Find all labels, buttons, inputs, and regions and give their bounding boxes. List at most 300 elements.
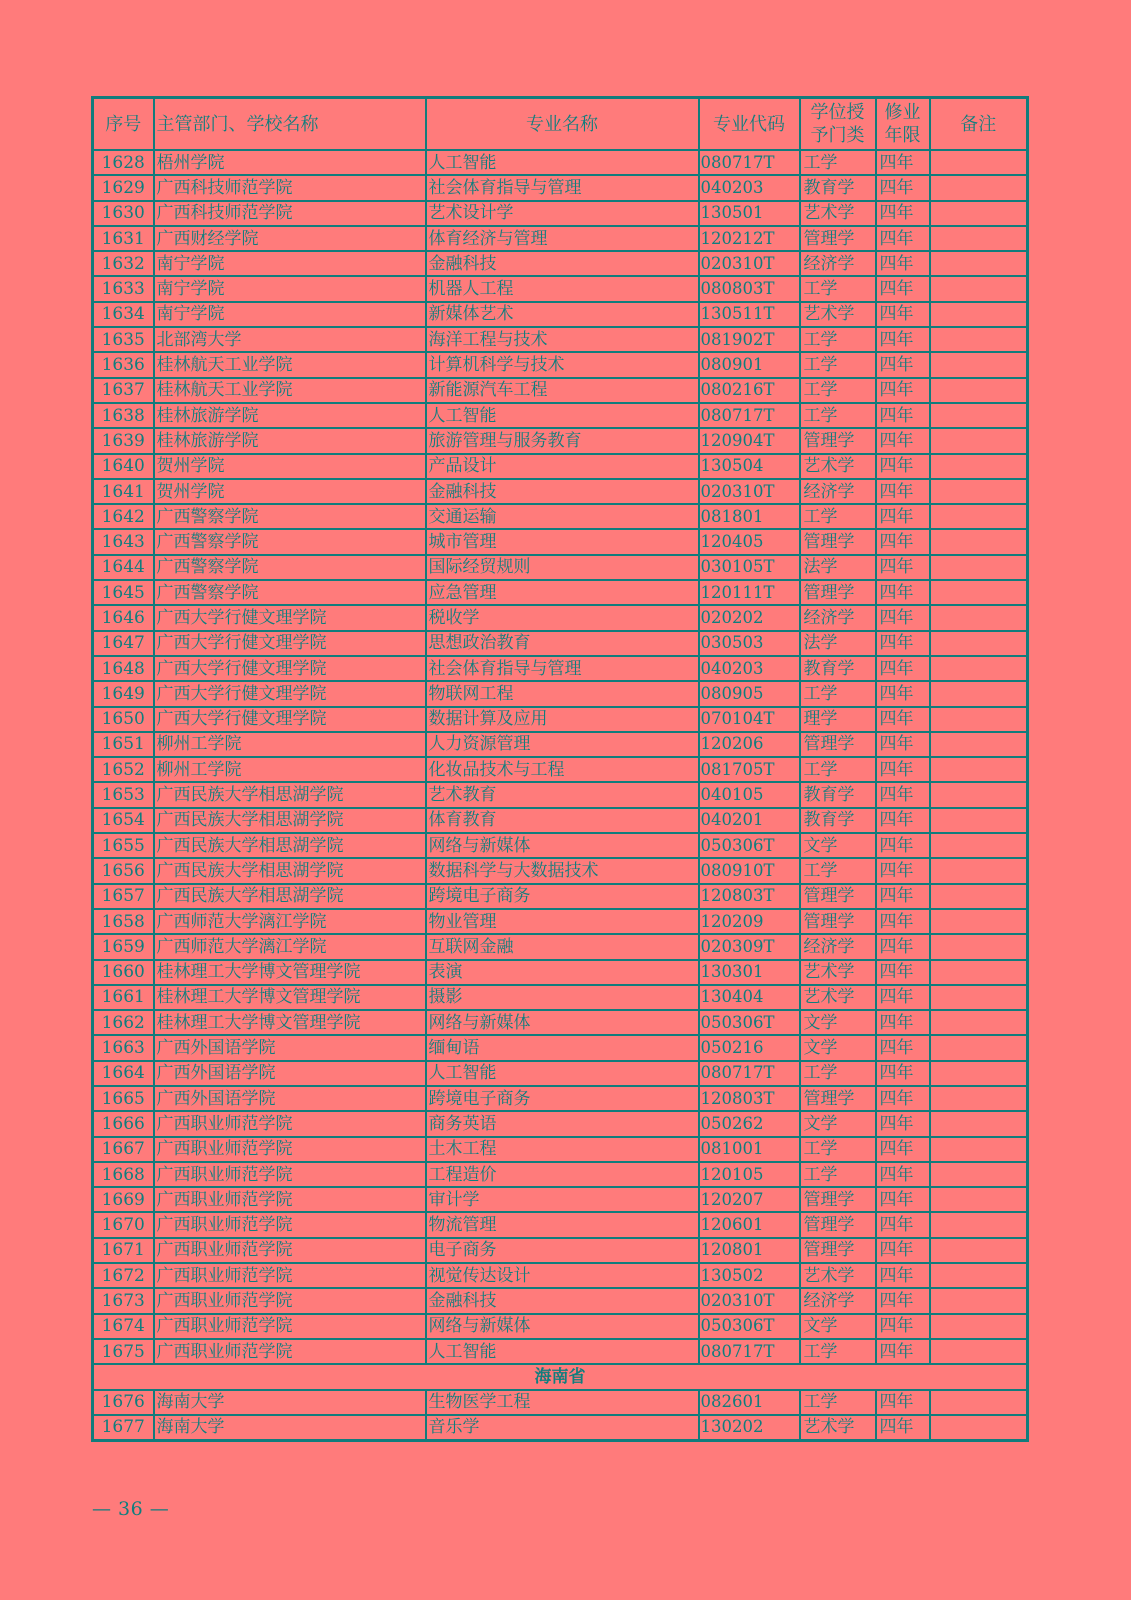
cell-major: 社会体育指导与管理 (426, 175, 699, 200)
province-label: 海南省 (93, 1364, 1028, 1389)
cell-years: 四年 (876, 985, 930, 1010)
cell-seq: 1633 (93, 276, 154, 301)
cell-seq: 1639 (93, 428, 154, 453)
province-section (93, 1364, 1028, 1389)
cell-degree: 管理学 (800, 580, 876, 605)
cell-major: 化妆品技术与工程 (426, 757, 699, 782)
cell-major: 艺术教育 (426, 782, 699, 807)
cell-note (930, 504, 1028, 529)
cell-note (930, 1111, 1028, 1136)
cell-school: 广西民族大学相思湖学院 (154, 884, 426, 909)
cell-degree: 工学 (800, 378, 876, 403)
cell-note (930, 681, 1028, 706)
cell-seq: 1667 (93, 1137, 154, 1162)
cell-seq: 1640 (93, 454, 154, 479)
cell-major: 税收学 (426, 605, 699, 630)
cell-degree: 工学 (800, 858, 876, 883)
cell-school: 广西警察学院 (154, 580, 426, 605)
cell-school: 广西大学行健文理学院 (154, 631, 426, 656)
cell-seq: 1637 (93, 378, 154, 403)
cell-seq: 1666 (93, 1111, 154, 1136)
cell-school: 广西大学行健文理学院 (154, 681, 426, 706)
cell-major: 金融科技 (426, 251, 699, 276)
table-row (93, 1035, 1028, 1060)
cell-note (930, 909, 1028, 934)
table-row (93, 681, 1028, 706)
cell-school: 桂林航天工业学院 (154, 352, 426, 377)
cell-major: 跨境电子商务 (426, 1086, 699, 1111)
cell-seq: 1656 (93, 858, 154, 883)
cell-years: 四年 (876, 1162, 930, 1187)
cell-degree: 管理学 (800, 529, 876, 554)
table-row (93, 1212, 1028, 1237)
cell-school: 广西职业师范学院 (154, 1288, 426, 1313)
cell-school: 贺州学院 (154, 454, 426, 479)
cell-major: 交通运输 (426, 504, 699, 529)
cell-school: 广西职业师范学院 (154, 1187, 426, 1212)
cell-degree: 经济学 (800, 479, 876, 504)
cell-major: 机器人工程 (426, 276, 699, 301)
table-row (93, 1390, 1028, 1415)
cell-years: 四年 (876, 378, 930, 403)
table-row (93, 327, 1028, 352)
cell-degree: 经济学 (800, 934, 876, 959)
cell-degree: 管理学 (800, 1212, 876, 1237)
cell-major: 网络与新媒体 (426, 1314, 699, 1339)
cell-seq: 1665 (93, 1086, 154, 1111)
cell-code: 020202 (699, 605, 800, 630)
cell-years: 四年 (876, 251, 930, 276)
cell-degree: 管理学 (800, 884, 876, 909)
cell-seq: 1628 (93, 150, 154, 175)
cell-note (930, 757, 1028, 782)
cell-seq: 1641 (93, 479, 154, 504)
cell-degree: 工学 (800, 681, 876, 706)
cell-years: 四年 (876, 681, 930, 706)
cell-major: 产品设计 (426, 454, 699, 479)
cell-code: 081705T (699, 757, 800, 782)
cell-school: 广西职业师范学院 (154, 1212, 426, 1237)
cell-degree: 工学 (800, 403, 876, 428)
cell-note (930, 1263, 1028, 1288)
cell-years: 四年 (876, 1212, 930, 1237)
cell-school: 南宁学院 (154, 276, 426, 301)
cell-years: 四年 (876, 1111, 930, 1136)
cell-major: 人工智能 (426, 1339, 699, 1364)
table-row (93, 1137, 1028, 1162)
table-row (93, 226, 1028, 251)
table-row (93, 580, 1028, 605)
cell-degree: 文学 (800, 1314, 876, 1339)
cell-school: 广西职业师范学院 (154, 1111, 426, 1136)
cell-note (930, 479, 1028, 504)
table-row (93, 909, 1028, 934)
header-years (876, 98, 930, 151)
cell-major: 思想政治教育 (426, 631, 699, 656)
cell-major: 音乐学 (426, 1415, 699, 1441)
cell-code: 120405 (699, 529, 800, 554)
table-row (93, 1061, 1028, 1086)
table-row (93, 1010, 1028, 1035)
table-row (93, 1339, 1028, 1364)
cell-seq: 1677 (93, 1415, 154, 1441)
majors-table (91, 96, 1029, 1442)
cell-seq: 1644 (93, 555, 154, 580)
header-years-line2: 年限 (884, 125, 921, 146)
cell-school: 广西职业师范学院 (154, 1137, 426, 1162)
table-row (93, 631, 1028, 656)
cell-seq: 1657 (93, 884, 154, 909)
cell-school: 桂林理工大学博文管理学院 (154, 960, 426, 985)
table-row (93, 251, 1028, 276)
header-years-line1: 修业 (884, 102, 921, 123)
cell-note (930, 808, 1028, 833)
cell-years: 四年 (876, 960, 930, 985)
cell-school: 广西警察学院 (154, 504, 426, 529)
cell-school: 柳州工学院 (154, 757, 426, 782)
cell-degree: 教育学 (800, 175, 876, 200)
cell-major: 工程造价 (426, 1162, 699, 1187)
cell-degree: 工学 (800, 504, 876, 529)
cell-code: 080717T (699, 150, 800, 175)
table-header (93, 98, 1028, 151)
cell-school: 南宁学院 (154, 251, 426, 276)
cell-code: 030105T (699, 555, 800, 580)
table-row (93, 302, 1028, 327)
cell-code: 130404 (699, 985, 800, 1010)
table-row (93, 858, 1028, 883)
cell-code: 130511T (699, 302, 800, 327)
cell-note (930, 605, 1028, 630)
cell-code: 020310T (699, 479, 800, 504)
cell-note (930, 1086, 1028, 1111)
cell-code: 120601 (699, 1212, 800, 1237)
cell-note (930, 884, 1028, 909)
cell-years: 四年 (876, 757, 930, 782)
table-row (93, 1415, 1028, 1441)
cell-code: 080905 (699, 681, 800, 706)
cell-school: 广西职业师范学院 (154, 1162, 426, 1187)
cell-major: 体育经济与管理 (426, 226, 699, 251)
table-row (93, 833, 1028, 858)
cell-seq: 1658 (93, 909, 154, 934)
cell-degree: 管理学 (800, 1086, 876, 1111)
table-row (93, 403, 1028, 428)
cell-years: 四年 (876, 909, 930, 934)
cell-code: 081001 (699, 1137, 800, 1162)
cell-seq: 1660 (93, 960, 154, 985)
cell-note (930, 428, 1028, 453)
cell-note (930, 1238, 1028, 1263)
cell-degree: 管理学 (800, 909, 876, 934)
cell-note (930, 1339, 1028, 1364)
cell-major: 新媒体艺术 (426, 302, 699, 327)
cell-degree: 艺术学 (800, 201, 876, 226)
cell-years: 四年 (876, 529, 930, 554)
cell-degree: 工学 (800, 757, 876, 782)
cell-years: 四年 (876, 631, 930, 656)
cell-years: 四年 (876, 1061, 930, 1086)
cell-note (930, 1415, 1028, 1441)
table-row (93, 201, 1028, 226)
cell-years: 四年 (876, 656, 930, 681)
cell-degree: 管理学 (800, 1238, 876, 1263)
table-row (93, 479, 1028, 504)
table-row (93, 1111, 1028, 1136)
cell-note (930, 201, 1028, 226)
table-body-hainan (93, 1390, 1028, 1441)
cell-years: 四年 (876, 175, 930, 200)
cell-seq: 1636 (93, 352, 154, 377)
cell-degree: 艺术学 (800, 960, 876, 985)
cell-school: 桂林旅游学院 (154, 403, 426, 428)
cell-years: 四年 (876, 302, 930, 327)
cell-major: 人工智能 (426, 1061, 699, 1086)
cell-degree: 工学 (800, 352, 876, 377)
cell-years: 四年 (876, 884, 930, 909)
cell-code: 080717T (699, 403, 800, 428)
cell-years: 四年 (876, 555, 930, 580)
cell-note (930, 782, 1028, 807)
cell-years: 四年 (876, 327, 930, 352)
cell-code: 120803T (699, 1086, 800, 1111)
cell-school: 贺州学院 (154, 479, 426, 504)
table-row (93, 884, 1028, 909)
cell-degree: 经济学 (800, 1288, 876, 1313)
cell-school: 广西民族大学相思湖学院 (154, 858, 426, 883)
cell-note (930, 251, 1028, 276)
cell-major: 跨境电子商务 (426, 884, 699, 909)
cell-note (930, 327, 1028, 352)
cell-code: 040201 (699, 808, 800, 833)
cell-major: 摄影 (426, 985, 699, 1010)
cell-major: 商务英语 (426, 1111, 699, 1136)
cell-degree: 工学 (800, 1137, 876, 1162)
cell-years: 四年 (876, 1263, 930, 1288)
table-row (93, 808, 1028, 833)
cell-code: 020310T (699, 1288, 800, 1313)
header-degree-line2: 予门类 (810, 125, 865, 146)
cell-code: 080803T (699, 276, 800, 301)
cell-code: 130202 (699, 1415, 800, 1441)
table-row (93, 1187, 1028, 1212)
cell-school: 海南大学 (154, 1415, 426, 1441)
cell-years: 四年 (876, 1288, 930, 1313)
table-row (93, 1288, 1028, 1313)
cell-school: 广西科技师范学院 (154, 175, 426, 200)
cell-note (930, 555, 1028, 580)
cell-school: 广西大学行健文理学院 (154, 605, 426, 630)
cell-school: 北部湾大学 (154, 327, 426, 352)
cell-major: 金融科技 (426, 1288, 699, 1313)
cell-note (930, 707, 1028, 732)
cell-note (930, 858, 1028, 883)
cell-degree: 文学 (800, 1035, 876, 1060)
cell-seq: 1650 (93, 707, 154, 732)
cell-note (930, 454, 1028, 479)
cell-school: 广西警察学院 (154, 555, 426, 580)
cell-years: 四年 (876, 1339, 930, 1364)
cell-code: 082601 (699, 1390, 800, 1415)
table-row (93, 378, 1028, 403)
cell-major: 社会体育指导与管理 (426, 656, 699, 681)
cell-code: 080216T (699, 378, 800, 403)
cell-major: 人力资源管理 (426, 732, 699, 757)
province-row (93, 1364, 1028, 1389)
cell-code: 130301 (699, 960, 800, 985)
cell-degree: 理学 (800, 707, 876, 732)
cell-note (930, 403, 1028, 428)
cell-major: 物流管理 (426, 1212, 699, 1237)
cell-major: 体育教育 (426, 808, 699, 833)
cell-seq: 1674 (93, 1314, 154, 1339)
cell-years: 四年 (876, 580, 930, 605)
cell-years: 四年 (876, 934, 930, 959)
cell-code: 050262 (699, 1111, 800, 1136)
table-row (93, 656, 1028, 681)
table-row (93, 707, 1028, 732)
cell-years: 四年 (876, 1314, 930, 1339)
cell-seq: 1669 (93, 1187, 154, 1212)
cell-note (930, 175, 1028, 200)
cell-seq: 1654 (93, 808, 154, 833)
cell-years: 四年 (876, 1187, 930, 1212)
cell-years: 四年 (876, 201, 930, 226)
header-school: 主管部门、学校名称 (154, 98, 426, 151)
cell-years: 四年 (876, 707, 930, 732)
cell-code: 120209 (699, 909, 800, 934)
table-row (93, 985, 1028, 1010)
header-degree (800, 98, 876, 151)
cell-note (930, 580, 1028, 605)
cell-major: 金融科技 (426, 479, 699, 504)
cell-code: 030503 (699, 631, 800, 656)
cell-note (930, 833, 1028, 858)
cell-major: 人工智能 (426, 403, 699, 428)
cell-degree: 管理学 (800, 428, 876, 453)
cell-school: 桂林理工大学博文管理学院 (154, 1010, 426, 1035)
cell-major: 人工智能 (426, 150, 699, 175)
header-note: 备注 (930, 98, 1028, 151)
cell-major: 应急管理 (426, 580, 699, 605)
cell-major: 互联网金融 (426, 934, 699, 959)
cell-degree: 法学 (800, 631, 876, 656)
cell-school: 桂林航天工业学院 (154, 378, 426, 403)
cell-major: 物业管理 (426, 909, 699, 934)
cell-code: 120803T (699, 884, 800, 909)
cell-code: 120206 (699, 732, 800, 757)
table-row (93, 960, 1028, 985)
table-row (93, 782, 1028, 807)
cell-seq: 1646 (93, 605, 154, 630)
cell-seq: 1664 (93, 1061, 154, 1086)
cell-degree: 教育学 (800, 782, 876, 807)
table-row (93, 1086, 1028, 1111)
header-degree-line1: 学位授 (810, 102, 865, 123)
cell-seq: 1643 (93, 529, 154, 554)
cell-seq: 1649 (93, 681, 154, 706)
cell-degree: 工学 (800, 1390, 876, 1415)
table-row (93, 1238, 1028, 1263)
cell-years: 四年 (876, 782, 930, 807)
cell-code: 080910T (699, 858, 800, 883)
cell-note (930, 302, 1028, 327)
cell-seq: 1635 (93, 327, 154, 352)
cell-note (930, 226, 1028, 251)
cell-school: 广西职业师范学院 (154, 1238, 426, 1263)
cell-code: 120207 (699, 1187, 800, 1212)
table-row (93, 757, 1028, 782)
cell-code: 040203 (699, 175, 800, 200)
cell-seq: 1638 (93, 403, 154, 428)
cell-code: 070104T (699, 707, 800, 732)
cell-school: 广西师范大学漓江学院 (154, 934, 426, 959)
cell-code: 080717T (699, 1061, 800, 1086)
cell-school: 广西职业师范学院 (154, 1263, 426, 1288)
cell-years: 四年 (876, 403, 930, 428)
cell-note (930, 352, 1028, 377)
cell-code: 080717T (699, 1339, 800, 1364)
cell-seq: 1673 (93, 1288, 154, 1313)
cell-degree: 工学 (800, 1061, 876, 1086)
cell-years: 四年 (876, 1238, 930, 1263)
cell-code: 050306T (699, 1314, 800, 1339)
cell-seq: 1642 (93, 504, 154, 529)
cell-seq: 1668 (93, 1162, 154, 1187)
cell-code: 020309T (699, 934, 800, 959)
cell-years: 四年 (876, 732, 930, 757)
cell-school: 广西外国语学院 (154, 1061, 426, 1086)
cell-note (930, 150, 1028, 175)
cell-major: 网络与新媒体 (426, 833, 699, 858)
table-row (93, 454, 1028, 479)
cell-years: 四年 (876, 479, 930, 504)
cell-major: 表演 (426, 960, 699, 985)
cell-degree: 工学 (800, 150, 876, 175)
cell-seq: 1632 (93, 251, 154, 276)
cell-years: 四年 (876, 808, 930, 833)
cell-degree: 工学 (800, 327, 876, 352)
cell-school: 广西民族大学相思湖学院 (154, 833, 426, 858)
cell-years: 四年 (876, 276, 930, 301)
cell-major: 土木工程 (426, 1137, 699, 1162)
cell-code: 040105 (699, 782, 800, 807)
cell-code: 120801 (699, 1238, 800, 1263)
cell-seq: 1671 (93, 1238, 154, 1263)
cell-note (930, 960, 1028, 985)
cell-years: 四年 (876, 1415, 930, 1441)
cell-seq: 1629 (93, 175, 154, 200)
cell-major: 数据计算及应用 (426, 707, 699, 732)
cell-code: 120111T (699, 580, 800, 605)
cell-years: 四年 (876, 226, 930, 251)
cell-years: 四年 (876, 1390, 930, 1415)
cell-school: 广西民族大学相思湖学院 (154, 808, 426, 833)
cell-major: 数据科学与大数据技术 (426, 858, 699, 883)
table-row (93, 1263, 1028, 1288)
cell-seq: 1661 (93, 985, 154, 1010)
cell-major: 国际经贸规则 (426, 555, 699, 580)
cell-degree: 管理学 (800, 732, 876, 757)
cell-code: 130502 (699, 1263, 800, 1288)
cell-degree: 经济学 (800, 605, 876, 630)
cell-degree: 艺术学 (800, 1415, 876, 1441)
table-row (93, 175, 1028, 200)
cell-note (930, 378, 1028, 403)
cell-major: 旅游管理与服务教育 (426, 428, 699, 453)
cell-seq: 1675 (93, 1339, 154, 1364)
cell-major: 计算机科学与技术 (426, 352, 699, 377)
